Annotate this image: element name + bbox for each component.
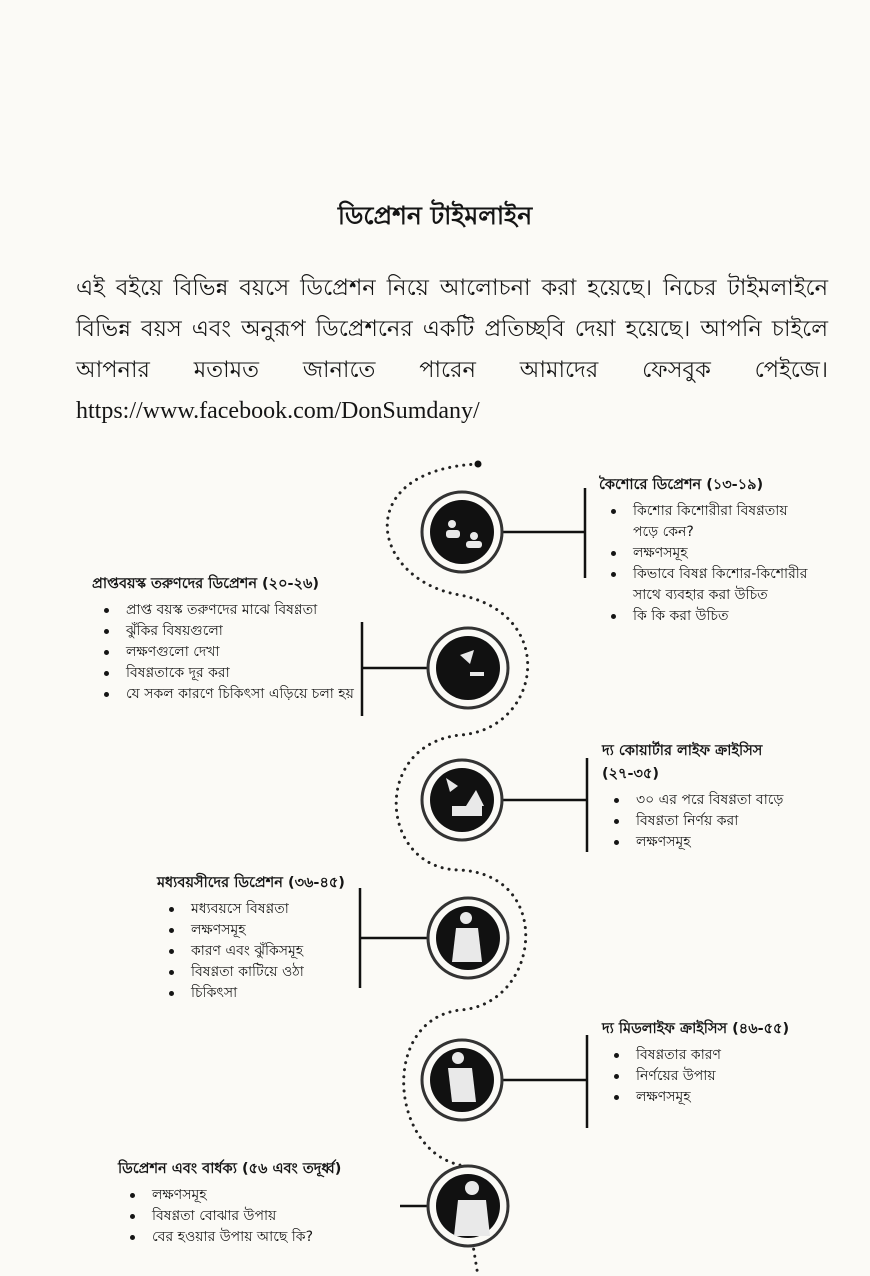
list-item: বিষণ্ণতা নির্ণয় করা	[602, 811, 822, 832]
list-item: কি কি করা উচিত	[599, 606, 814, 627]
section-heading: দ্য মিডলাইফ ক্রাইসিস (৪৬-৫৫)	[602, 1021, 790, 1037]
list-item: লক্ষণসমূহ	[118, 1185, 388, 1206]
facebook-link[interactable]: https://www.facebook.com/DonSumdany/	[76, 398, 480, 424]
timeline-start-dot	[475, 461, 482, 468]
list-item: কারণ এবং ঝুঁকিসমূহ	[157, 941, 387, 962]
section-heading: ডিপ্রেশন এবং বার্ধক্য (৫৬ এবং তদূর্ধ্ব)	[118, 1161, 342, 1177]
page-title: ডিপ্রেশন টাইমলাইন	[337, 201, 533, 230]
timeline-block-old-age	[118, 1158, 388, 1248]
timeline-dotted-path	[387, 464, 527, 1276]
list-item: কিভাবে বিষণ্ণ কিশোর-কিশোরীর সাথে ব্যবহার করা উচিত	[599, 564, 814, 606]
list-item: যে সকল কারণে চিকিৎসা এড়িয়ে চলা হয়	[92, 684, 382, 705]
list-item: লক্ষণসমূহ	[602, 1087, 822, 1108]
list-item: কিশোর কিশোরীরা বিষণ্ণতায় পড়ে কেন?	[599, 501, 814, 543]
timeline-block-teen	[599, 474, 814, 627]
bullet-list	[602, 790, 822, 853]
section-heading: মধ্যবয়সীদের ডিপ্রেশন (৩৬-৪৫)	[157, 875, 345, 891]
list-item: প্রাপ্ত বয়স্ক তরুণদের মাঝে বিষণ্ণতা	[92, 600, 382, 621]
timeline-block-middle-age	[157, 872, 387, 1004]
timeline-node-6	[400, 1166, 508, 1246]
list-item: ৩০ এর পরে বিষণ্ণতা বাড়ে	[602, 790, 822, 811]
bullet-list	[92, 600, 382, 705]
list-item: লক্ষণগুলো দেখা	[92, 642, 382, 663]
bullet-list	[157, 899, 387, 1004]
list-item: লক্ষণসমূহ	[157, 920, 387, 941]
intro-text: এই বইয়ে বিভিন্ন বয়সে ডিপ্রেশন নিয়ে আলোচনা করা হয়েছে। নিচের টাইমলাইনে বিভিন্ন বয়স এবং অনুরূপ ডিপ্রেশনের একটি প্রতিচ্ছবি দেয়া হয়েছে। আপনি চাইলে আপনার মতামত জানাতে পারেন আমাদের ফেসবুক পেইজে।	[76, 275, 828, 383]
bullet-list	[602, 1045, 822, 1108]
bullet-list	[599, 501, 814, 627]
list-item: বিষণ্ণতাকে দূর করা	[92, 663, 382, 684]
list-item: বিষণ্ণতা কাটিয়ে ওঠা	[157, 962, 387, 983]
section-heading: কৈশোরে ডিপ্রেশন (১৩-১৯)	[599, 477, 764, 493]
list-item: লক্ষণসমূহ	[599, 543, 814, 564]
timeline-node-2	[362, 622, 508, 716]
timeline-block-young-adult	[92, 573, 382, 705]
section-heading: দ্য কোয়ার্টার লাইফ ক্রাইসিস (২৭-৩৫)	[602, 743, 763, 782]
list-item: ঝুঁকির বিষয়গুলো	[92, 621, 382, 642]
list-item: বিষণ্ণতা বোঝার উপায়	[118, 1206, 388, 1227]
bullet-list	[118, 1185, 388, 1248]
timeline-node-5	[422, 1035, 587, 1128]
list-item: বের হওয়ার উপায় আছে কি?	[118, 1227, 388, 1248]
timeline-block-midlife	[602, 1018, 822, 1108]
list-item: লক্ষণসমূহ	[602, 832, 822, 853]
section-heading: প্রাপ্তবয়স্ক তরুণদের ডিপ্রেশন (২০-২৬)	[92, 576, 320, 592]
timeline-node-1	[422, 488, 585, 578]
list-item: নির্ণয়ের উপায়	[602, 1066, 822, 1087]
timeline-node-3	[422, 758, 587, 852]
list-item: চিকিৎসা	[157, 983, 387, 1004]
timeline-block-quarter-life	[602, 740, 822, 853]
list-item: মধ্যবয়সে বিষণ্ণতা	[157, 899, 387, 920]
list-item: বিষণ্ণতার কারণ	[602, 1045, 822, 1066]
